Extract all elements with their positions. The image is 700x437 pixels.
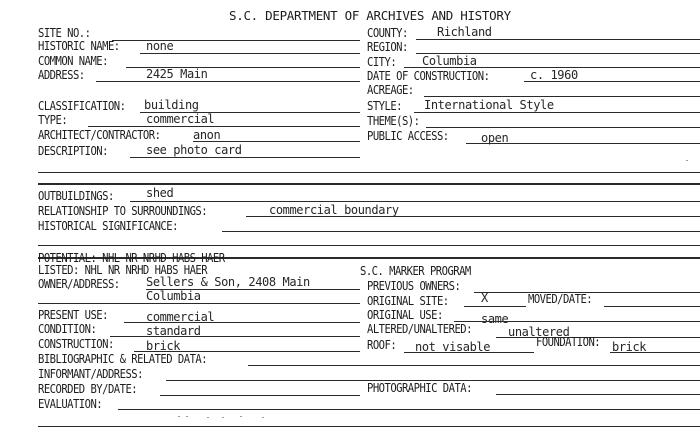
moved-date-line xyxy=(604,306,700,307)
condition-label: CONDITION: xyxy=(38,322,97,336)
historical-significance-line xyxy=(222,231,700,232)
date-construction-line xyxy=(524,81,700,82)
condition-value: standard xyxy=(146,324,201,338)
foundation-label: FOUNDATION: xyxy=(536,335,601,349)
style-label: STYLE: xyxy=(367,99,402,113)
acreage-label: ACREAGE: xyxy=(367,83,414,97)
address-line xyxy=(96,81,360,82)
present-use-value: commercial xyxy=(146,310,215,324)
style-value: International Style xyxy=(424,98,554,112)
scan-speck xyxy=(186,416,188,417)
roof-label: ROOF: xyxy=(367,338,397,352)
owner-line-2 xyxy=(38,303,360,304)
owner-value-line-2: Columbia xyxy=(146,289,201,303)
themes-line xyxy=(426,127,700,128)
owner-value-line-1: Sellers & Son, 2408 Main xyxy=(146,275,310,289)
bottom-line xyxy=(38,426,700,427)
city-value: Columbia xyxy=(422,54,477,68)
altered-label: ALTERED/UNALTERED: xyxy=(367,322,472,336)
county-label: COUNTY: xyxy=(367,26,408,40)
photographic-data-line xyxy=(496,394,700,395)
scan-speck xyxy=(222,417,224,418)
type-value: commercial xyxy=(146,112,215,126)
roof-value: not visable xyxy=(415,340,491,354)
listed-row: LISTED: NHL NR NRHD HABS HAER xyxy=(38,263,208,277)
original-use-line xyxy=(454,321,700,322)
scan-speck xyxy=(262,417,264,418)
type-line xyxy=(88,126,360,127)
photographic-data-label: PHOTOGRAPHIC DATA: xyxy=(367,381,472,395)
date-construction-label: DATE OF CONSTRUCTION: xyxy=(367,69,490,83)
architect-value: anon xyxy=(193,128,221,142)
evaluation-label: EVALUATION: xyxy=(38,397,103,411)
historic-name-line xyxy=(140,53,360,54)
scan-speck xyxy=(686,160,688,161)
scan-speck xyxy=(178,416,180,417)
potential-row: POTENTIAL: NHL NR NRHD HABS HAER xyxy=(38,251,225,265)
marker-program: S.C. MARKER PROGRAM xyxy=(360,264,471,278)
construction-label: CONSTRUCTION: xyxy=(38,337,114,351)
recorded-by-label: RECORDED BY/DATE: xyxy=(38,382,138,396)
evaluation-line xyxy=(118,409,700,410)
present-use-label: PRESENT USE: xyxy=(38,308,108,322)
outbuildings-line xyxy=(130,201,700,202)
outbuildings-label: OUTBUILDINGS: xyxy=(38,189,114,203)
altered-value: unaltered xyxy=(508,325,570,339)
historic-name-value: none xyxy=(146,39,174,53)
roof-line xyxy=(404,352,534,353)
informant-label: INFORMANT/ADDRESS: xyxy=(38,367,143,381)
address-value: 2425 Main xyxy=(146,67,208,81)
condition-line xyxy=(110,336,360,337)
construction-value: brick xyxy=(146,339,181,353)
historical-significance-label: HISTORICAL SIGNIFICANCE: xyxy=(38,219,178,233)
type-label: TYPE: xyxy=(38,113,68,127)
relationship-value: commercial boundary xyxy=(269,203,399,217)
recorded-by-line xyxy=(160,395,360,396)
public-access-value: open xyxy=(481,131,509,145)
original-use-value: same xyxy=(481,312,509,326)
previous-owners-label: PREVIOUS OWNERS: xyxy=(367,279,461,293)
original-site-line xyxy=(464,306,526,307)
themes-label: THEME(S): xyxy=(367,114,420,128)
moved-date-label: MOVED/DATE: xyxy=(528,292,593,306)
original-site-value: X xyxy=(481,291,488,305)
description-value: see photo card xyxy=(146,143,242,157)
present-use-line xyxy=(124,322,360,323)
relationship-line xyxy=(246,216,700,217)
scan-speck xyxy=(207,417,209,418)
county-value: Richland xyxy=(437,25,492,39)
original-site-label: ORIGINAL SITE: xyxy=(367,294,449,308)
foundation-value: brick xyxy=(612,340,647,354)
architect-label: ARCHITECT/CONTRACTOR: xyxy=(38,128,161,142)
architect-line xyxy=(193,141,360,142)
public-access-line xyxy=(466,143,700,144)
classification-value: building xyxy=(144,98,199,112)
style-line xyxy=(414,112,700,113)
classification-label: CLASSIFICATION: xyxy=(38,99,126,113)
city-label: CITY: xyxy=(367,55,397,69)
form-title: S.C. DEPARTMENT OF ARCHIVES AND HISTORY xyxy=(229,8,511,23)
original-use-label: ORIGINAL USE: xyxy=(367,308,443,322)
description-line xyxy=(130,157,360,158)
public-access-label: PUBLIC ACCESS: xyxy=(367,129,449,143)
historic-name-label: HISTORIC NAME: xyxy=(38,39,120,53)
bibliographic-label: BIBLIOGRAPHIC & RELATED DATA: xyxy=(38,352,208,366)
bibliographic-line xyxy=(248,365,700,366)
common-name-label: COMMON NAME: xyxy=(38,54,108,68)
description-label: DESCRIPTION: xyxy=(38,144,108,158)
site-no-label: SITE NO.: xyxy=(38,26,91,40)
region-label: REGION: xyxy=(367,40,408,54)
acreage-line xyxy=(424,96,700,97)
blank-line-1 xyxy=(38,172,700,173)
address-label: ADDRESS: xyxy=(38,68,85,82)
blank-line-2 xyxy=(38,245,700,246)
date-construction-value: c. 1960 xyxy=(530,68,578,82)
relationship-label: RELATIONSHIP TO SURROUNDINGS: xyxy=(38,204,208,218)
outbuildings-value: shed xyxy=(146,186,174,200)
county-line xyxy=(416,39,700,40)
section-divider-1 xyxy=(38,183,700,185)
owner-address-label: OWNER/ADDRESS: xyxy=(38,277,120,291)
foundation-line xyxy=(610,352,700,353)
scan-speck xyxy=(240,416,242,417)
